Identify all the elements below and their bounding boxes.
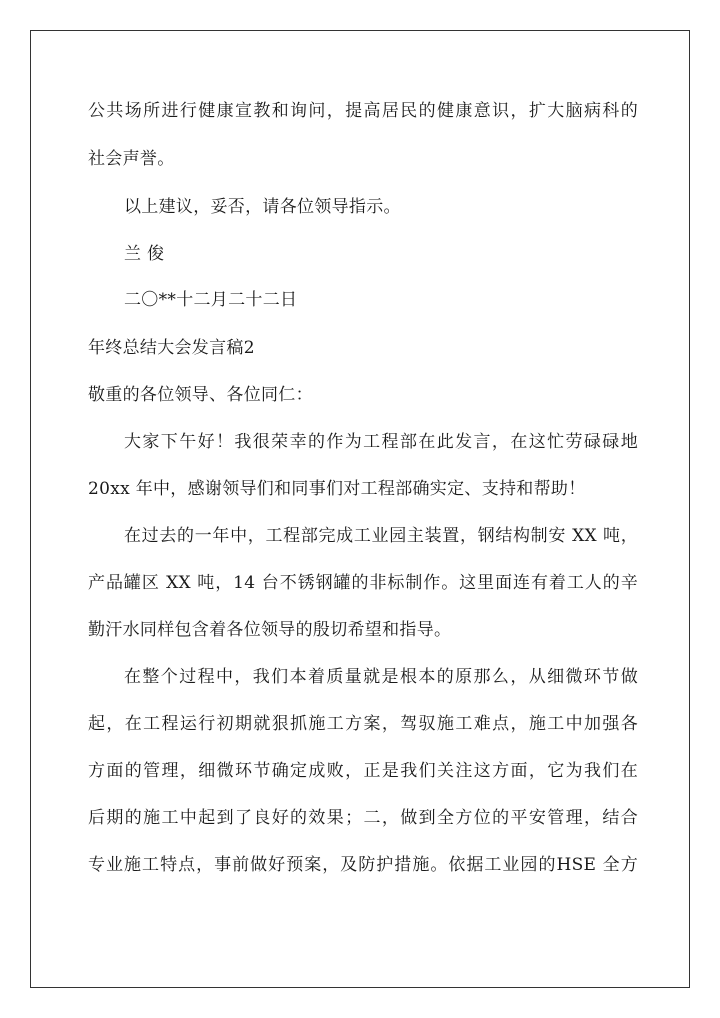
date-line: 二〇**十二月二十二日 xyxy=(124,290,298,310)
text-line: 社会声誉。 xyxy=(88,149,175,169)
section-title: 年终总结大会发言稿2 xyxy=(88,338,255,358)
text-line: 后期的施工中起到了良好的效果；二，做到全方位的平安管理，结合 xyxy=(88,808,638,828)
signature-name: 兰 俊 xyxy=(124,244,165,264)
text-line: 专业施工特点，事前做好预案，及防护措施。依据工业园的HSE 全方 xyxy=(88,855,638,875)
text-line: 起，在工程运行初期就狠抓施工方案，驾驭施工难点，施工中加强各 xyxy=(88,714,638,734)
text-line: 20xx 年中，感谢领导们和同事们对工程部确实定、支持和帮助！ xyxy=(88,479,586,499)
text-line: 公共场所进行健康宣教和询问，提高居民的健康意识，扩大脑病科的 xyxy=(88,101,638,121)
salutation: 敬重的各位领导、各位同仁： xyxy=(88,385,313,405)
text-line: 以上建议，妥否，请各位领导指示。 xyxy=(124,197,401,217)
text-line: 勤汗水同样包含着各位领导的殷切希望和指导。 xyxy=(88,620,452,640)
page-border xyxy=(30,30,690,988)
text-line: 在整个过程中，我们本着质量就是根本的原那么，从细微环节做 xyxy=(124,667,638,687)
text-line: 产品罐区 XX 吨，14 台不锈钢罐的非标制作。这里面连有着工人的辛 xyxy=(88,573,638,593)
text-line: 大家下午好！我很荣幸的作为工程部在此发言，在这忙劳碌碌地 xyxy=(124,432,638,452)
text-line: 方面的管理，细微环节确定成败，正是我们关注这方面，它为我们在 xyxy=(88,761,638,781)
text-line: 在过去的一年中，工程部完成工业园主装置，钢结构制安 XX 吨， xyxy=(124,526,638,546)
